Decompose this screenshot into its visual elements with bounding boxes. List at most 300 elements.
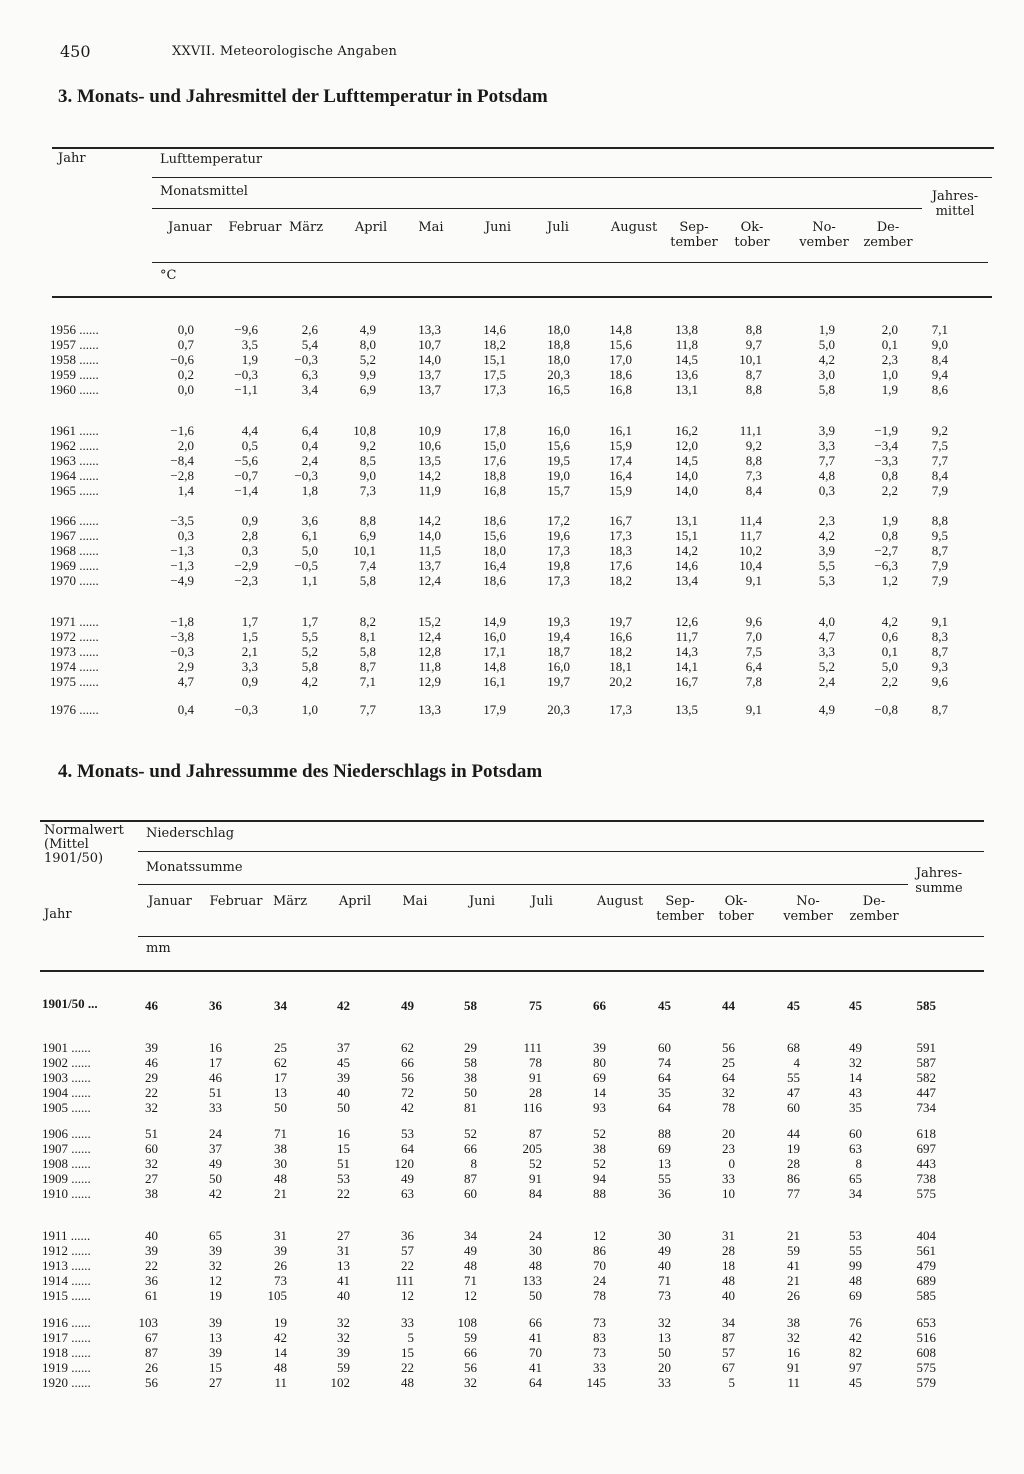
table2-cell: 30	[274, 1156, 287, 1171]
table1-cell: 2,8	[241, 528, 258, 543]
table1-cell: 8,8	[931, 513, 948, 528]
table2-cell: 47	[787, 1085, 800, 1100]
table1-cell: 9,1	[745, 573, 762, 588]
table1-cell: 19,7	[609, 614, 632, 629]
table1-cell: 14,2	[675, 543, 698, 558]
table2-cell: 32	[209, 1258, 222, 1273]
table2-cell: 22	[401, 1360, 414, 1375]
table1-cell: 2,2	[881, 674, 898, 689]
table1-cell: 0,0	[177, 322, 194, 337]
table2-top-rule	[40, 820, 984, 822]
table1-title: 3. Monats- und Jahresmittel der Lufttemperatur in Potsdam	[58, 86, 548, 107]
table2-cell: 618	[916, 1126, 936, 1141]
table2-cell: 31	[722, 1228, 735, 1243]
table1-cell: 20,3	[547, 702, 570, 717]
table2-cell: 15	[209, 1360, 222, 1375]
table2-cell: 68	[787, 1040, 800, 1055]
table1-cell: 14,0	[675, 483, 698, 498]
table1-cell: −3,5	[170, 513, 194, 528]
table1-cell: 7,8	[745, 674, 762, 689]
table1-cell: 16,8	[609, 382, 632, 397]
table2-cell: 87	[464, 1171, 477, 1186]
table1-cell: 11,7	[675, 629, 698, 644]
table1-cell: 9,5	[931, 528, 948, 543]
table2-cell: 653	[916, 1315, 936, 1330]
table2-cell: 70	[529, 1345, 542, 1360]
table2-rule-3	[138, 884, 908, 885]
table2-cell: 56	[401, 1070, 414, 1085]
table2-cell: 53	[401, 1126, 414, 1141]
table2-cell: 52	[529, 1156, 542, 1171]
table2-cell: 83	[593, 1330, 606, 1345]
table2-cell: 19	[209, 1288, 222, 1303]
table2-cell: 60	[787, 1100, 800, 1115]
table2-cell: 587	[916, 1055, 936, 1070]
table2-normal-cell: 75	[529, 998, 542, 1013]
table2-cell: 64	[529, 1375, 542, 1390]
table2-cell: 40	[722, 1288, 735, 1303]
table1-cell: 18,2	[609, 644, 632, 659]
table1-cell: 2,9	[177, 659, 194, 674]
table1-cell: 12,0	[675, 438, 698, 453]
table2-cell: 443	[916, 1156, 936, 1171]
table2-cell: 36	[401, 1228, 414, 1243]
table1-cell: 20,3	[547, 367, 570, 382]
table2-cell: 12	[401, 1288, 414, 1303]
table2-normal-year: 1901/50 ...	[42, 996, 98, 1011]
table2-cell: 69	[849, 1288, 862, 1303]
table2-month-header: Mai	[402, 894, 428, 909]
table2-cell: 39	[337, 1345, 350, 1360]
table2-cell: 60	[464, 1186, 477, 1201]
table1-cell: 2,0	[177, 438, 194, 453]
table2-cell: 28	[722, 1243, 735, 1258]
table1-row-year: 1969 ......	[50, 558, 99, 573]
table2-cell: 33	[401, 1315, 414, 1330]
table2-cell: 53	[849, 1228, 862, 1243]
table2-cell: 58	[464, 1055, 477, 1070]
table2-cell: 40	[145, 1228, 158, 1243]
table2-row-year: 1901 ......	[42, 1040, 91, 1055]
table1-cell: −8,4	[170, 453, 194, 468]
table1-cell: 1,9	[241, 352, 258, 367]
table2-normal-cell: 585	[916, 998, 936, 1013]
table1-cell: 15,6	[547, 438, 570, 453]
table2-cell: 42	[401, 1100, 414, 1115]
table2-cell: 22	[145, 1258, 158, 1273]
table2-cell: 49	[658, 1243, 671, 1258]
table1-cell: 10,1	[353, 543, 376, 558]
table1-cell: 13,7	[418, 367, 441, 382]
table2-cell: 43	[849, 1085, 862, 1100]
table2-title: 4. Monats- und Jahressumme des Niederschlags in Potsdam	[58, 761, 543, 782]
table2-cell: 60	[145, 1141, 158, 1156]
table2-cell: 91	[529, 1070, 542, 1085]
table1-row-year: 1962 ......	[50, 438, 99, 453]
table1-cell: 6,4	[745, 659, 762, 674]
table2-cell: 67	[722, 1360, 735, 1375]
table2-cell: 38	[145, 1186, 158, 1201]
table2-cell: 91	[787, 1360, 800, 1375]
table1-cell: 19,4	[547, 629, 570, 644]
table1-row-year: 1975 ......	[50, 674, 99, 689]
table1-cell: 16,5	[547, 382, 570, 397]
table1-cell: 14,0	[418, 352, 441, 367]
table2-cell: 20	[658, 1360, 671, 1375]
table2-row-year: 1920 ......	[42, 1375, 91, 1390]
table2-cell: 53	[337, 1171, 350, 1186]
table2-cell: 34	[464, 1228, 477, 1243]
table1-cell: −2,7	[874, 543, 898, 558]
table2-cell: 80	[593, 1055, 606, 1070]
table1-cell: 17,4	[609, 453, 632, 468]
table2-cell: 55	[787, 1070, 800, 1085]
table2-cell: 64	[722, 1070, 735, 1085]
table1-cell: 13,3	[418, 322, 441, 337]
table1-cell: 4,2	[818, 528, 835, 543]
table2-cell: 48	[849, 1273, 862, 1288]
table1-cell: 5,2	[818, 659, 835, 674]
table2-cell: 29	[145, 1070, 158, 1085]
table2-cell: 39	[209, 1243, 222, 1258]
table2-row-year: 1907 ......	[42, 1141, 91, 1156]
table2-cell: 86	[593, 1243, 606, 1258]
table2-cell: 94	[593, 1171, 606, 1186]
table2-month-header: April	[338, 894, 372, 909]
table1-cell: 1,0	[301, 702, 318, 717]
table1-cell: 2,0	[881, 322, 898, 337]
table2-cell: 575	[916, 1186, 936, 1201]
table1-cell: 8,3	[931, 629, 948, 644]
table1-row-year: 1961 ......	[50, 423, 99, 438]
table1-cell: 9,2	[359, 438, 376, 453]
table1-cell: 4,0	[818, 614, 835, 629]
table2-cell: 60	[849, 1126, 862, 1141]
table2-cell: 87	[145, 1345, 158, 1360]
table1-cell: 16,1	[609, 423, 632, 438]
table2-cell: 579	[916, 1375, 936, 1390]
table2-cell: 69	[593, 1070, 606, 1085]
table2-row-year: 1914 ......	[42, 1273, 91, 1288]
table1-cell: 4,2	[881, 614, 898, 629]
table1-cell: 7,0	[745, 629, 762, 644]
table2-cell: 57	[722, 1345, 735, 1360]
table2-norm-label: Normalwert (Mittel 1901/50)	[44, 823, 124, 866]
table1-cell: 17,6	[483, 453, 506, 468]
table1-cell: 5,8	[359, 573, 376, 588]
table2-row-year: 1903 ......	[42, 1070, 91, 1085]
table2-cell: 60	[658, 1040, 671, 1055]
table2-cell: 24	[209, 1126, 222, 1141]
table1-cell: 8,7	[745, 367, 762, 382]
table1-cell: 11,8	[675, 337, 698, 352]
table2-cell: 108	[457, 1315, 477, 1330]
table1-cell: 17,3	[547, 543, 570, 558]
table1-cell: 13,7	[418, 558, 441, 573]
table2-cell: 72	[401, 1085, 414, 1100]
table1-cell: 8,7	[931, 644, 948, 659]
table1-cell: 1,9	[818, 322, 835, 337]
table1-cell: 9,2	[745, 438, 762, 453]
table1-cell: 5,4	[301, 337, 318, 352]
table2-row-year: 1919 ......	[42, 1360, 91, 1375]
table2-cell: 74	[658, 1055, 671, 1070]
table2-annual-label: Jahres- summe	[915, 866, 963, 896]
table2-cell: 50	[529, 1288, 542, 1303]
table1-cell: 0,9	[241, 674, 258, 689]
table1-cell: 18,2	[483, 337, 506, 352]
table1-cell: 5,8	[359, 644, 376, 659]
table1-cell: 0,1	[881, 337, 898, 352]
table1-cell: 10,6	[418, 438, 441, 453]
table1-cell: 7,5	[931, 438, 948, 453]
table1-cell: 0,8	[881, 468, 898, 483]
table2-cell: 65	[209, 1228, 222, 1243]
table2-cell: 41	[787, 1258, 800, 1273]
table1-cell: 18,8	[483, 468, 506, 483]
table1-row-year: 1976 ......	[50, 702, 99, 717]
table2-row-year: 1913 ......	[42, 1258, 91, 1273]
table2-cell: 21	[787, 1228, 800, 1243]
table1-cell: 4,2	[301, 674, 318, 689]
table1-cell: 8,8	[359, 513, 376, 528]
table2-cell: 84	[529, 1186, 542, 1201]
table1-cell: 12,8	[418, 644, 441, 659]
table2-cell: 88	[593, 1186, 606, 1201]
table2-normal-cell: 34	[274, 998, 287, 1013]
table2-cell: 45	[849, 1375, 862, 1390]
table1-cell: 12,9	[418, 674, 441, 689]
table1-row-year: 1964 ......	[50, 468, 99, 483]
table2-cell: 11	[787, 1375, 800, 1390]
table1-row-year: 1967 ......	[50, 528, 99, 543]
table1-cell: 4,8	[818, 468, 835, 483]
table1-cell: 13,1	[675, 513, 698, 528]
table2-cell: 56	[145, 1375, 158, 1390]
table2-month-header: Juni	[468, 894, 496, 909]
table2-cell: 0	[728, 1156, 735, 1171]
table1-cell: 3,3	[241, 659, 258, 674]
table2-cell: 49	[849, 1040, 862, 1055]
table2-cell: 81	[464, 1100, 477, 1115]
table1-cell: −2,3	[234, 573, 258, 588]
table2-cell: 71	[464, 1273, 477, 1288]
table2-rule-2	[138, 851, 984, 852]
table2-row-year: 1909 ......	[42, 1171, 91, 1186]
table1-cell: 16,0	[483, 629, 506, 644]
table1-cell: 4,7	[818, 629, 835, 644]
table1-cell: 13,8	[675, 322, 698, 337]
table1-row-year: 1959 ......	[50, 367, 99, 382]
table1-cell: 15,7	[547, 483, 570, 498]
table2-cell: 8	[855, 1156, 862, 1171]
table1-cell: 3,5	[241, 337, 258, 352]
table2-cell: 56	[722, 1040, 735, 1055]
table2-cell: 66	[401, 1055, 414, 1070]
table1-cell: 3,3	[818, 644, 835, 659]
table2-cell: 32	[787, 1330, 800, 1345]
table2-cell: 70	[593, 1258, 606, 1273]
table2-month-header: Januar	[148, 894, 192, 909]
table1-cell: 13,5	[675, 702, 698, 717]
table2-cell: 82	[849, 1345, 862, 1360]
table1-cell: 18,2	[609, 573, 632, 588]
table2-cell: 16	[787, 1345, 800, 1360]
table2-cell: 50	[209, 1171, 222, 1186]
table1-annual-label: Jahres- mittel	[931, 189, 979, 219]
table2-cell: 57	[401, 1243, 414, 1258]
table1-cell: 8,8	[745, 382, 762, 397]
table1-cell: 1,1	[301, 573, 318, 588]
table2-cell: 69	[658, 1141, 671, 1156]
table2-cell: 48	[274, 1171, 287, 1186]
table1-cell: 0,5	[241, 438, 258, 453]
table2-cell: 32	[337, 1330, 350, 1345]
table2-cell: 111	[523, 1040, 542, 1055]
table1-cell: 9,3	[931, 659, 948, 674]
table2-cell: 39	[209, 1315, 222, 1330]
table1-cell: 8,7	[931, 543, 948, 558]
table1-month-header: August	[610, 220, 658, 235]
table1-cell: 8,4	[931, 468, 948, 483]
table1-cell: 9,1	[931, 614, 948, 629]
table1-cell: 18,6	[609, 367, 632, 382]
table1-top-rule	[52, 147, 994, 149]
table2-normal-cell: 44	[722, 998, 735, 1013]
table2-sub-label: Monatssumme	[146, 860, 243, 875]
table1-cell: 3,4	[301, 382, 318, 397]
table1-cell: 7,9	[931, 483, 948, 498]
table1-cell: 0,1	[881, 644, 898, 659]
table2-cell: 48	[401, 1375, 414, 1390]
table2-year-label: Jahr	[44, 907, 72, 922]
table1-year-label: Jahr	[58, 151, 86, 166]
table2-cell: 21	[274, 1186, 287, 1201]
table1-cell: 16,2	[675, 423, 698, 438]
table1-cell: 3,0	[818, 367, 835, 382]
table2-normal-cell: 45	[658, 998, 671, 1013]
table1-cell: 3,9	[818, 423, 835, 438]
table2-cell: 51	[145, 1126, 158, 1141]
table2-cell: 76	[849, 1315, 862, 1330]
table2-cell: 48	[274, 1360, 287, 1375]
table1-cell: 14,8	[483, 659, 506, 674]
table2-cell: 16	[337, 1126, 350, 1141]
table2-cell: 46	[145, 1055, 158, 1070]
table1-cell: 8,4	[931, 352, 948, 367]
table2-cell: 55	[658, 1171, 671, 1186]
table1-cell: 1,9	[881, 382, 898, 397]
table2-cell: 120	[394, 1156, 414, 1171]
table1-unit: °C	[160, 268, 177, 283]
table1-header-bottom-rule	[52, 296, 992, 298]
table2-cell: 25	[274, 1040, 287, 1055]
table2-cell: 15	[337, 1141, 350, 1156]
table1-row-year: 1966 ......	[50, 513, 99, 528]
table2-cell: 50	[464, 1085, 477, 1100]
table2-cell: 51	[337, 1156, 350, 1171]
table1-cell: 8,6	[931, 382, 948, 397]
table1-cell: 1,0	[881, 367, 898, 382]
table2-cell: 50	[658, 1345, 671, 1360]
table2-cell: 88	[658, 1126, 671, 1141]
table2-cell: 41	[529, 1360, 542, 1375]
table2-normal-cell: 58	[464, 998, 477, 1013]
table1-cell: 13,6	[675, 367, 698, 382]
table1-row-year: 1957 ......	[50, 337, 99, 352]
table1-cell: 14,8	[609, 322, 632, 337]
table2-month-header: No- vember	[783, 894, 833, 924]
table1-cell: −1,3	[170, 543, 194, 558]
table1-month-header: Juli	[547, 220, 569, 235]
table1-cell: 18,1	[609, 659, 632, 674]
table1-cell: 7,7	[818, 453, 835, 468]
table1-cell: 17,3	[483, 382, 506, 397]
table1-cell: 2,2	[881, 483, 898, 498]
table1-month-header: Ok- tober	[734, 220, 770, 250]
table1-cell: −6,3	[874, 558, 898, 573]
table2-cell: 102	[330, 1375, 350, 1390]
table1-cell: 18,6	[483, 573, 506, 588]
table1-cell: −0,8	[874, 702, 898, 717]
table2-cell: 46	[209, 1070, 222, 1085]
table1-cell: 17,1	[483, 644, 506, 659]
table1-cell: 15,2	[418, 614, 441, 629]
table1-cell: 5,3	[818, 573, 835, 588]
table2-cell: 13	[337, 1258, 350, 1273]
table2-cell: 86	[787, 1171, 800, 1186]
table1-cell: 8,7	[359, 659, 376, 674]
table2-cell: 30	[529, 1243, 542, 1258]
table1-cell: 19,3	[547, 614, 570, 629]
table1-month-header: März	[288, 220, 324, 235]
table1-month-header: Mai	[418, 220, 444, 235]
table2-cell: 13	[658, 1156, 671, 1171]
table1-cell: 17,3	[609, 702, 632, 717]
table1-cell: 15,9	[609, 438, 632, 453]
table1-cell: 9,7	[745, 337, 762, 352]
table2-cell: 61	[145, 1288, 158, 1303]
table1-cell: 10,2	[739, 543, 762, 558]
table2-cell: 28	[787, 1156, 800, 1171]
running-header: XXVII. Meteorologische Angaben	[172, 44, 398, 59]
table2-cell: 404	[916, 1228, 936, 1243]
table2-cell: 52	[593, 1156, 606, 1171]
table1-cell: 14,5	[675, 453, 698, 468]
table2-cell: 29	[464, 1040, 477, 1055]
table1-cell: 10,1	[739, 352, 762, 367]
table2-cell: 93	[593, 1100, 606, 1115]
table2-month-header: Ok- tober	[718, 894, 754, 924]
table1-cell: 6,3	[301, 367, 318, 382]
table1-cell: −1,4	[234, 483, 258, 498]
table1-cell: 8,7	[931, 702, 948, 717]
table2-cell: 78	[593, 1288, 606, 1303]
table1-cell: −3,3	[874, 453, 898, 468]
table2-cell: 15	[401, 1345, 414, 1360]
table1-row-year: 1965 ......	[50, 483, 99, 498]
table1-cell: 2,4	[818, 674, 835, 689]
table1-cell: 2,4	[301, 453, 318, 468]
table2-cell: 19	[274, 1315, 287, 1330]
table1-cell: 13,5	[418, 453, 441, 468]
table1-cell: 11,9	[418, 483, 441, 498]
table1-cell: 17,2	[547, 513, 570, 528]
table1-cell: 7,7	[931, 453, 948, 468]
table1-cell: 7,3	[359, 483, 376, 498]
table1-cell: 5,2	[359, 352, 376, 367]
table1-cell: 2,6	[301, 322, 318, 337]
